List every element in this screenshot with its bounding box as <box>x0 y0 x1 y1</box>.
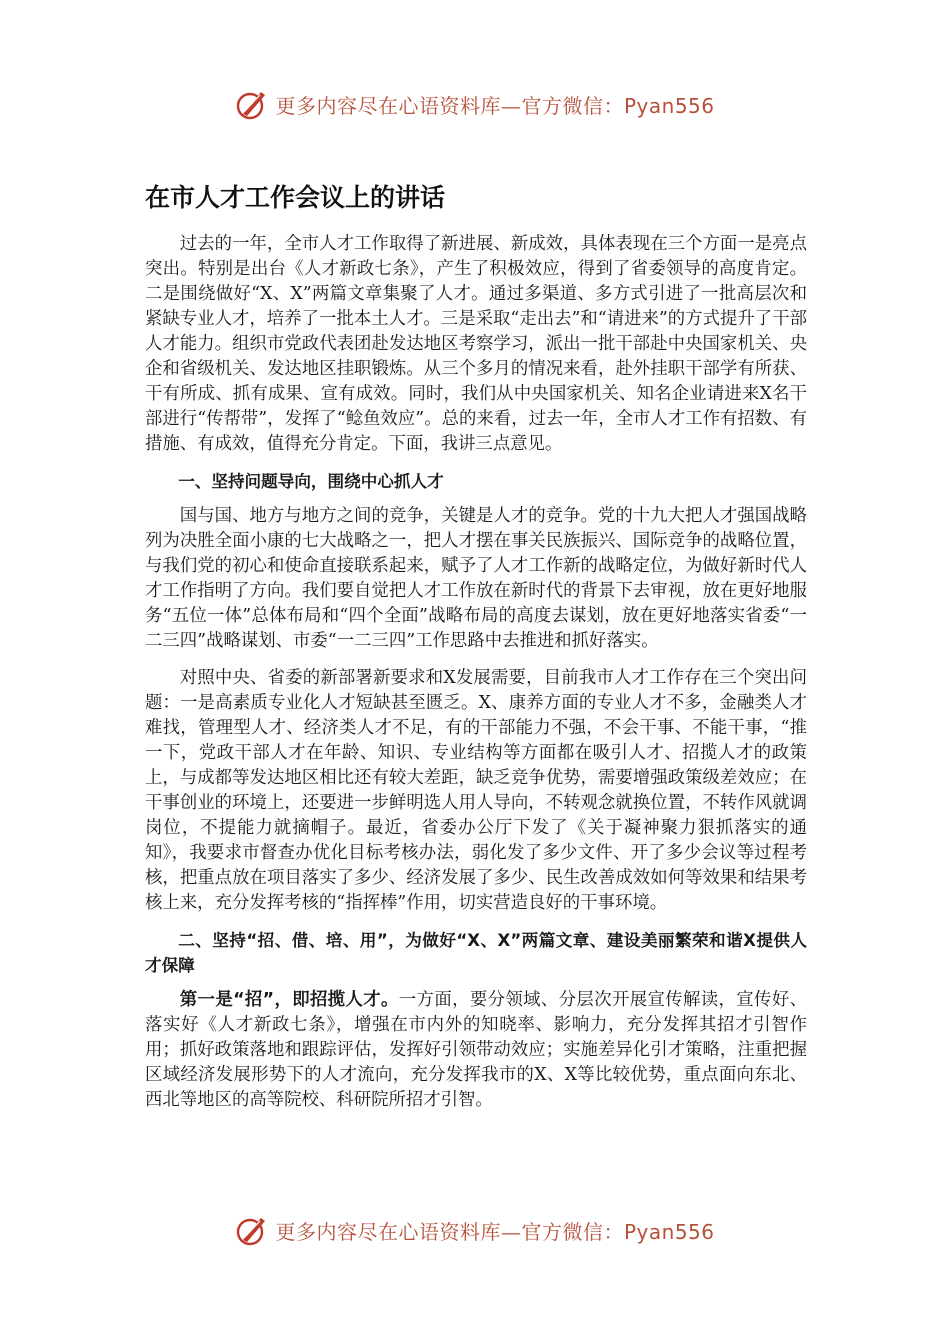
page-title: 在市人才工作会议上的讲话 <box>145 183 446 212</box>
paragraph-lead: 第一是“招”，即招揽人才。 <box>179 990 399 1010</box>
paragraph: 国与国、地方与地方之间的竞争，关键是人才的竞争。党的十九大把人才强国战略列为决胜全面小康的七大战略之一，把人才摆在事关民族振兴、国际竞争的战略位置，与我们党的初心和使命直接联系起来，赋予了人才工作新的战略定位，为做好新时代人才工作指明了方向。我们要自觉把人才工作放在新时代的背景下去审视，放在更好地服务“五位一体”总体布局和“四个全面”战略布局的高度去谋划，放在更好地落实省委“一二三四”战略谋划、市委“一二三四”工作思路中去推进和抓好落实。 <box>145 506 807 651</box>
paragraph: 对照中央、省委的新部署新要求和X发展需要，目前我市人才工作存在三个突出问题：一是高素质专业化人才短缺甚至匮乏。X、康养方面的专业人才不多，金融类人才难找，管理型人才、经济类人才不足，有的干部能力不强，不会干事、不能干事，“推一下，党政干部人才在年龄、知识、专业结构等方面都在吸引人才、招揽人才的政策上，与成都等发达地区相比还有较大差距，缺乏竞争优势，需要增强政策级差效应；在干事创业的环境上，还要进一步鲜明选人用人导向，不转观念就换位置，不转作风就调岗位，不提能力就摘帽子。最近，省委办公厅下发了《关于凝神聚力狠抓落实的通知》，我要求市督查办优化目标考核办法，弱化发了多少文件、开了多少会议等过程考核，把重点放在项目落实了多少、经济发展了多少、民生改善成效如何等效果和结果考核上来，充分发挥考核的“指挥棒”作用，切实营造良好的干事环境。 <box>145 668 807 913</box>
banner-text <box>275 90 714 119</box>
quill-pen-logo-icon <box>235 1213 269 1247</box>
paragraph <box>145 988 807 1113</box>
banner-label: 更多内容尽在心语资料库—官方微信： <box>275 1219 624 1244</box>
paragraph: 过去的一年，全市人才工作取得了新进展、新成效，具体表现在三个方面一是亮点突出。特别是出台《人才新政七条》，产生了积极效应，得到了省委领导的高度肯定。二是围绕做好“X、X”两篇文章集聚了人才。通过多渠道、多方式引进了一批高层次和紧缺专业人才，培养了一批本土人才。三是采取“走出去”和“请进来”的方式提升了干部人才能力。组织市党政代表团赴发达地区考察学习，派出一批干部赴中央国家机关、央企和省级机关、发达地区挂职锻炼。从三个多月的情况来看，赴外挂职干部学有所获、干有所成、抓有成果、宣有成效。同时，我们从中央国家机关、知名企业请进来X名干部进行“传帮带”，发挥了“鲶鱼效应”。总的来看，过去一年，全市人才工作有招数、有措施、有成效，值得充分肯定。下面，我讲三点意见。 <box>145 234 807 454</box>
header-banner <box>0 84 950 124</box>
wechat-id: Pyan556 <box>623 1219 715 1244</box>
paragraph-text: 一方面，要分领域、分层次开展宣传解读，宣传好、落实好《人才新政七条》，增强在市内外的知晓率、影响力，充分发挥其招才引智作用；抓好政策落地和跟踪评估，发挥好引领带动效应；实施差异化引才策略，注重把握区域经济发展形势下的人才流向，充分发挥我市的X、X等比较优势，重点面向东北、西北等地区的高等院校、科研院所招才引智。 <box>145 990 807 1110</box>
section-heading: 一、坚持问题导向，围绕中心抓人才 <box>178 472 444 491</box>
section-heading: 二、坚持“招、借、培、用”，为做好“X、X”两篇文章、建设美丽繁荣和谐X提供人才保障 <box>145 931 807 975</box>
document-body <box>145 232 807 1125</box>
quill-pen-logo-icon <box>235 87 269 121</box>
footer-banner <box>0 1210 950 1250</box>
banner-text <box>275 1216 714 1245</box>
wechat-id: Pyan556 <box>623 93 715 118</box>
banner-label: 更多内容尽在心语资料库—官方微信： <box>275 93 624 118</box>
